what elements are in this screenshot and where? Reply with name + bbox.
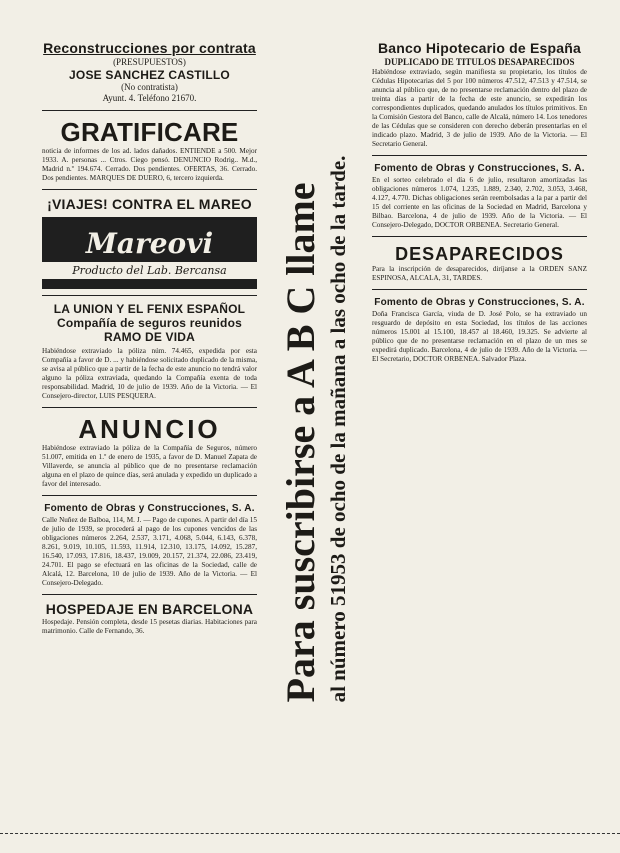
reconstrucciones-addr: Ayunt. 4. Teléfono 21670. (102, 93, 197, 103)
mareovi-logo-sub: Producto del Lab. Bercansa (42, 262, 257, 279)
gratificare-body: noticia de informes de los ad. lados dañados. ENTIENDE a 500. Mejor 1933. A. personas ... Ctros. Ciego pensó. DENUNCIO Rodrig.. M.d., Madrid n.º 194.674. Cerrado. Dos pendientes. OFERTAS, 36. Cerrado. Dos pendientes. MARQUES DE DUERO, 6, tercero izquierda. (42, 147, 257, 182)
abc-subscribe-banner (278, 155, 352, 702)
fomento2-body: Doña Francisca García, viuda de D. José Polo, se ha extraviado un resguardo de depósito en esta Sociedad, los títulos de las acciones números 15.001 al 15.100, 18.457 al 18.460, 19.325. Se advierte al público que de no presentarse reclamación en el plazo de un mes se expedirá duplicado. Barcelona, 4 de julio de 1939. Año de la Victoria. — El Secretario, DOCTOR ORBENEA. Salvador Plaza. (372, 310, 587, 363)
viajes-title: ¡VIAJES! CONTRA EL MAREO (47, 196, 252, 212)
fomento-title: Fomento de Obras y Construcciones, S. A. (44, 503, 255, 514)
divider (372, 289, 587, 290)
right-column (372, 40, 587, 364)
divider (42, 110, 257, 111)
union-branch: RAMO DE VIDA (103, 330, 196, 344)
footer-line (0, 827, 620, 839)
divider (42, 495, 257, 496)
anuncio-body: Habiéndose extraviado la póliza de la Compañía de Seguros, número 51.007, emitida en 1.º de enero de 1935, a favor de D. Manuel Zapata de Villaverde, se anuncia al público que de no presentarse reclamación alguna en el plazo de quince días, será anulada y expedido un duplicado a favor del interesado. (42, 444, 257, 488)
reconstrucciones-title: Reconstrucciones por contrata (43, 40, 256, 56)
desaparecidos-title: DESAPARECIDOS (395, 244, 564, 264)
desaparecidos-body: Para la inscripción de desaparecidos, diríjanse a la ORDEN SANZ ESPINOSA, ALCALA, 31, TARDES. (372, 265, 587, 282)
divider (42, 594, 257, 595)
banco-body: Habiéndose extraviado, según manifiesta su propietario, los títulos de Cédulas Hipotecarias del 5 por 100 números 47.512, 47.513 y 47.514, se anuncia al público que, de no presentarse reclamación dentro del plazo de treinta días a partir de la fecha de este anuncio, se expedirán los correspondientes duplicados, quedando anulados los títulos primitivos. En la Comisión Gestora del Banco, calle de Alcalá, número 14. Los tenedores de las Cédulas que se consideren con derecho deberán presentarlas en el indicado plazo. Madrid, 3 de julio de 1939. Año de la Victoria. — El Secretario General. (372, 68, 587, 148)
banner-line-2: al número 51953 de ocho de la mañana a las ocho de la tarde. (326, 155, 350, 702)
banco-sub: DUPLICADO DE TITULOS DESAPARECIDOS (384, 57, 575, 67)
middle-column (262, 40, 368, 817)
fomento-body: Calle Nuñez de Balboa, 114, M. J. — Pago de cupones. A partir del día 15 de julio de 1939, se procederá al pago de los cupones vencidos de las obligaciones números 2.264, 2.537, 3.171, 4.068, 5.044, 6.143, 6.378, 8.261, 9.019, 10.105, 11.593, 11.914, 12.310, 13.175, 14.092, 15.287, 16.540, 17.093, 17.816, 18.437, 19.009, 20.157, 21.374, 22.086, 23.419, 24.701. El pago se efectuará en las oficinas de la Sociedad, calle de Alcalá, 12. Barcelona, 10 de julio de 1939. Año de la Victoria. — El Consejero-Delegado. (42, 516, 257, 587)
divider (42, 295, 257, 296)
banco-title: Banco Hipotecario de España (377, 40, 581, 56)
mareovi-logo-word: Mareovi (85, 226, 214, 260)
union-sub: Compañía de seguros reunidos (57, 316, 242, 330)
union-body: Habiéndose extraviado la póliza núm. 74.465, expedida por esta Compañía a favor de D. ... y habiéndose solicitado duplicado de la misma, se avisa al público que a partir de la fecha de este anuncio no tendrá valor alguno la póliza extraviada, quedando la Compañía exenta de toda responsabilidad. Madrid, 10 de julio de 1939. Año de la Victoria. — El Consejero-director, LUIS PESQUERA. (42, 347, 257, 400)
left-column (42, 40, 257, 636)
divider (372, 236, 587, 237)
gratificare-title: GRATIFICARE (60, 117, 239, 147)
footer-dash (0, 833, 620, 834)
mareovi-logo (42, 217, 257, 289)
fomento1-title: Fomento de Obras y Construcciones, S. A. (374, 163, 585, 174)
divider (42, 407, 257, 408)
fomento1-body: En el sorteo celebrado el día 6 de julio, resultaron amortizadas las obligaciones números 1.074, 1.235, 1.889, 2.340, 2.702, 3.053, 3.468, 4.127, 4.770. Dichas obligaciones serán reembolsadas a la par a partir del 15 del corriente en las oficinas de la Sociedad en Madrid, Barcelona y Bilbao. Barcelona, 4 de julio de 1939. Año de la Victoria. — El Consejero-Delegado, DOCTOR ORBENEA. Secretario General. (372, 176, 587, 229)
reconstrucciones-name: JOSE SANCHEZ CASTILLO (69, 68, 230, 82)
reconstrucciones-sub: (PRESUPUESTOS) (113, 57, 186, 67)
hospedaje-body: Hospedaje. Pensión completa, desde 15 pesetas diarias. Habitaciones para matrimonio. Calle de Fernando, 36. (42, 618, 257, 635)
reconstrucciones-sub2: (No contratista) (121, 82, 178, 92)
divider (42, 189, 257, 190)
banner-line-1: Para suscribirse a A B C llame (278, 181, 323, 702)
hospedaje-title: HOSPEDAJE EN BARCELONA (45, 601, 254, 617)
fomento2-title: Fomento de Obras y Construcciones, S. A. (374, 297, 585, 308)
union-title: LA UNION Y EL FENIX ESPAÑOL (53, 302, 246, 316)
divider (372, 155, 587, 156)
anuncio-title: ANUNCIO (78, 414, 221, 444)
